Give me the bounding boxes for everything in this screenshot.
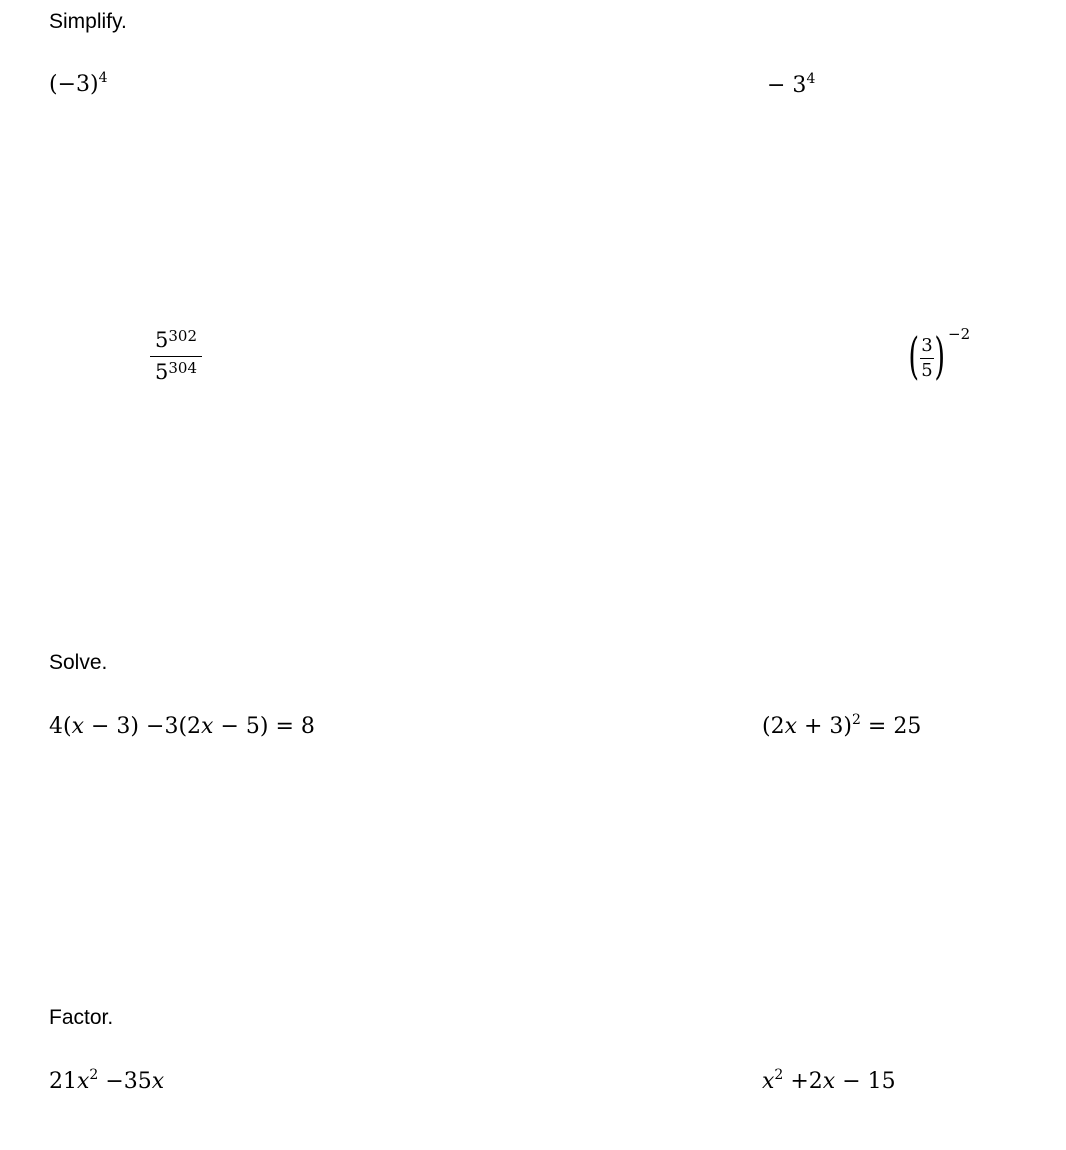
exponent: 4 [98,70,108,86]
exponent: 2 [852,712,861,728]
variable: x [71,714,85,739]
numerator: 3 [921,335,933,356]
factor-problem-1 [49,1067,165,1094]
variable: x [201,714,214,739]
denominator-base: 5 [154,360,169,384]
exponent: −2 [948,325,971,343]
simplify-heading: Simplify. [49,10,127,33]
variable: x [77,1069,90,1094]
simplify-problem-3-fraction [150,327,202,384]
variable: x [151,1069,165,1094]
numerator-base: 5 [154,328,169,352]
simplify-problem-1 [49,70,108,97]
denominator [150,359,202,384]
expr-part: + 3) [797,714,853,739]
expr-part: −35 [98,1069,152,1094]
expr-part: = 25 [860,714,922,739]
fraction-bar [920,358,934,359]
expr-part: 4( [49,714,72,739]
solve-problem-2 [762,712,922,739]
expr-part: 21 [49,1069,77,1094]
denominator-exponent: 304 [168,359,197,377]
denominator: 5 [921,360,933,381]
factor-problem-2 [762,1067,896,1094]
simplify-problem-2 [767,71,816,98]
left-paren: ( [908,327,920,385]
expr-part: − 5) = 8 [213,714,315,739]
numerator [150,327,202,352]
variable: x [762,1069,775,1094]
simplify-problem-4 [906,325,986,397]
variable: x [822,1069,836,1094]
base: − 3 [767,73,807,98]
exponent: 2 [89,1067,99,1083]
right-paren: ) [934,327,946,385]
solve-heading: Solve. [49,651,108,674]
exponent: 4 [806,71,816,87]
expr-part: +2 [783,1069,823,1094]
solve-problem-1 [49,716,315,738]
paren-fraction [918,337,936,380]
fraction-bar [150,356,202,357]
exponent: 2 [774,1067,784,1083]
variable: x [784,714,798,739]
numerator-exponent: 302 [168,327,197,345]
expr-part: (2 [762,714,785,739]
factor-heading: Factor. [49,1006,114,1029]
expr-part: − 3) −3(2 [84,714,202,739]
base: (−3) [49,72,99,97]
expr-part: − 15 [835,1069,896,1094]
